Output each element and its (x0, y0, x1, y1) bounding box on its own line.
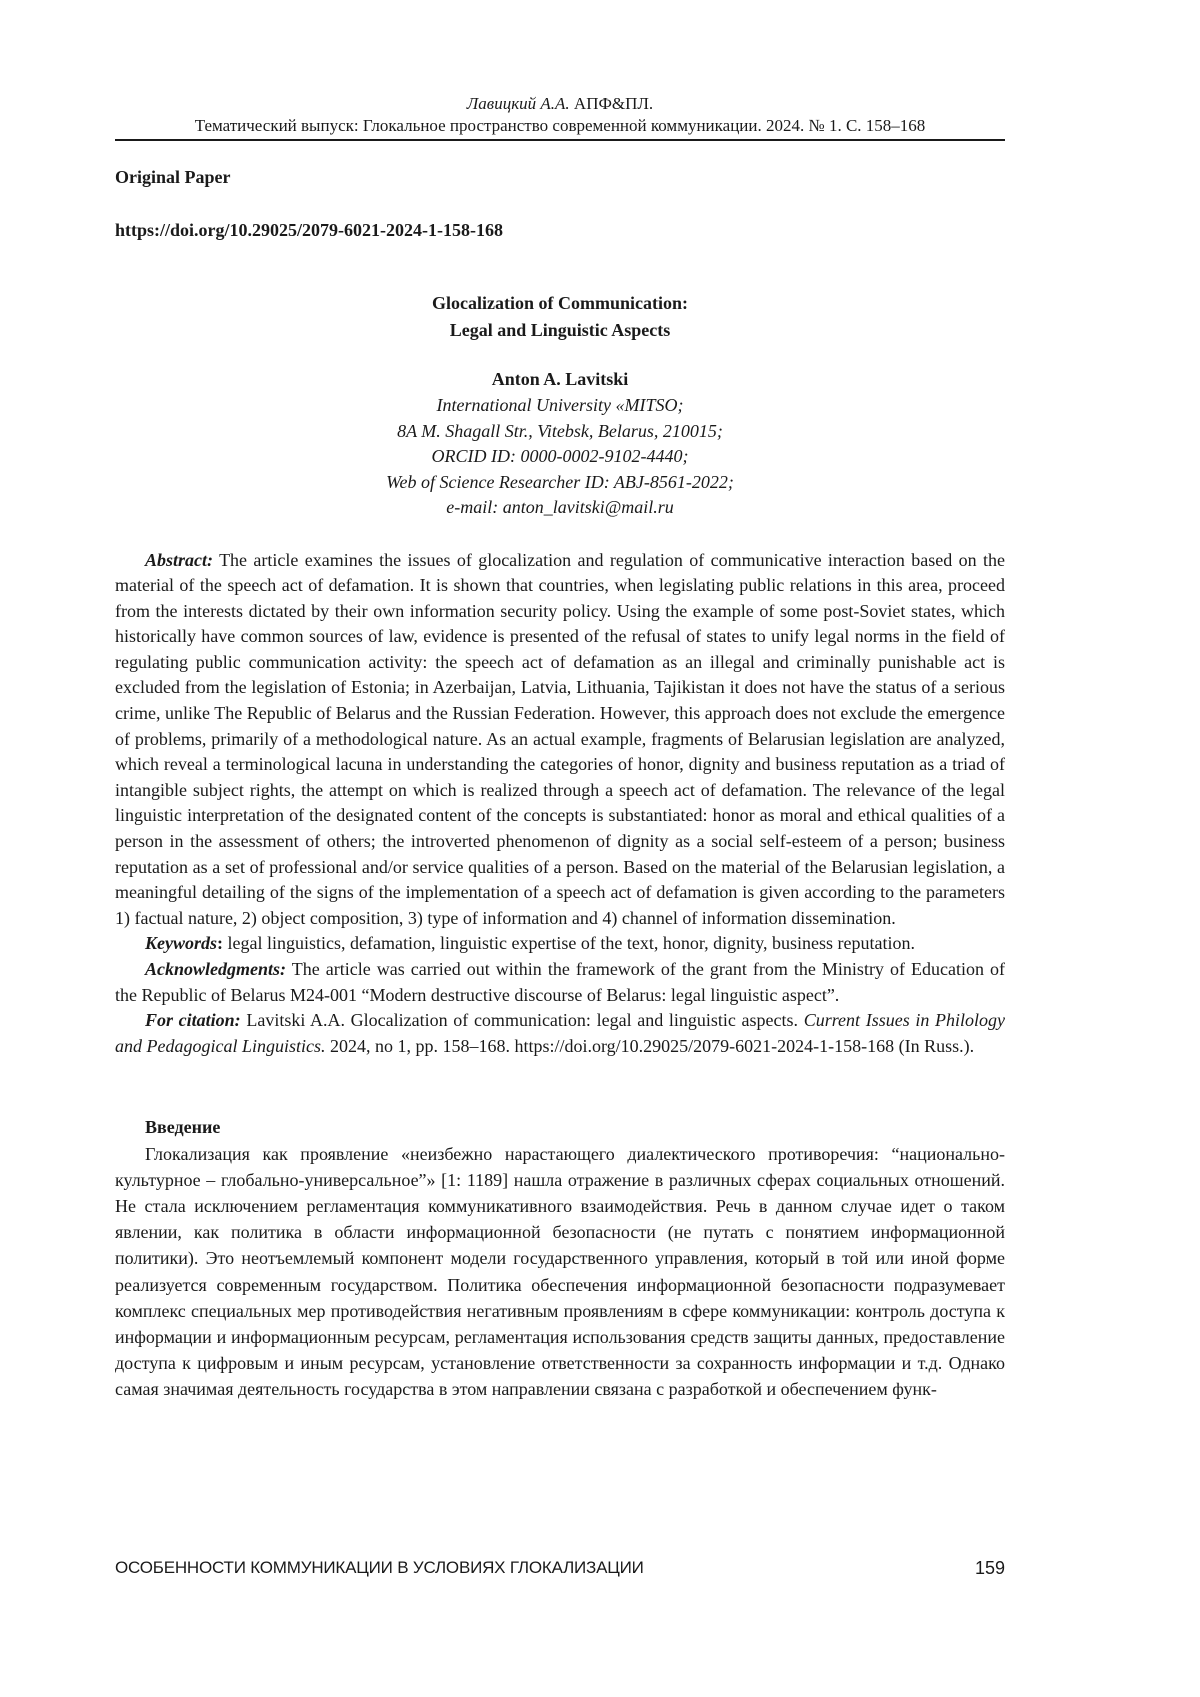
footer-running-title: ОСОБЕННОСТИ КОММУНИКАЦИИ В УСЛОВИЯХ ГЛОКАЛИЗАЦИИ (115, 1558, 644, 1577)
article-doi[interactable]: https://doi.org/10.29025/2079-6021-2024-1-158-168 (115, 219, 503, 240)
article-title-line-2: Legal and Linguistic Aspects (449, 320, 671, 340)
affiliation-university: International University «MITSO; (436, 395, 684, 415)
header-author-line (115, 93, 1005, 115)
abstract-label: Abstract: (145, 549, 214, 570)
header-issue-line: Тематический выпуск: Глокальное пространство современной коммуникации. 2024. № 1. С. 158–168 (194, 116, 926, 135)
header-journal-abbr: АПФ&ПЛ. (573, 94, 654, 113)
introduction-heading: Введение (145, 1117, 221, 1138)
abstract-text: The article examines the issues of glocalization and regulation of communicative interaction based on the material of the speech act of defamation. It is shown that countries, when legislating public relations in this area, proceed from the interests dictated by their own information security policy. Using the example of some post-Soviet states, which historically have common sources of law, evidence is presented of the refusal of states to unify legal norms in the field of regulating public communication activity: the speech act of defamation as an illegal and criminally punishable act is excluded from the legislation of Estonia; in Azerbaijan, Latvia, Lithuania, Tajikistan it does not have the status of a serious crime, unlike The Republic of Belarus and the Russian Federation. However, this approach does not exclude the emergence of problems, primarily of a methodological nature. As an actual example, fragments of Belarusian legislation are analyzed, which reveal a terminological lacuna in understanding the categories of honor, dignity and business reputation as a triad of intangible subject rights, the attempt on which is realized through a speech act of defamation. The relevance of the legal linguistic interpretation of the designated content of the concepts is substantiated: honor as moral and ethical qualities of a person in the assessment of others; the introverted phenomenon of dignity as a social self-esteem of a person; business reputation as a set of professional and/or service qualities of a person. Based on the material of the Belarusian legislation, a meaningful detailing of the signs of the implementation of a speech act of defamation is given according to the parameters 1) factual nature, 2) object composition, 3) type of information and 4) channel of information dissemination. (115, 549, 1005, 928)
keywords-label: Keywords (145, 933, 217, 954)
keywords-colon: : (217, 933, 223, 954)
acknowledgments-label: Acknowledgments: (145, 959, 287, 979)
affiliation-orcid: ORCID ID: 0000-0002-9102-4440; (431, 446, 689, 466)
citation-paragraph (115, 1008, 1005, 1059)
keywords-paragraph (115, 931, 1005, 957)
article-title (115, 290, 1005, 344)
header-divider (115, 139, 1005, 141)
affiliation-wos-id: Web of Science Researcher ID: ABJ-8561-2022; (386, 471, 734, 492)
page-number: 159 (974, 1558, 1005, 1578)
acknowledgments-text: The article was carried out within the framework of the grant from the Ministry of Education of the Republic of Belarus M24-001 “Modern destructive discourse of Belarus: legal linguistic aspect”. (115, 959, 1005, 1005)
affiliation-email[interactable]: e-mail: anton_lavitski@mail.ru (446, 497, 674, 517)
citation-text-1: Lavitski A.A. Glocalization of communication: legal and linguistic aspects. (246, 1010, 799, 1031)
abstract-section (115, 548, 1005, 1060)
introduction-section (115, 1114, 1005, 1402)
affiliation-address: 8A M. Shagall Str., Vitebsk, Belarus, 210015; (397, 420, 723, 441)
article-body (115, 165, 1005, 1403)
running-header (115, 93, 1005, 137)
citation-label: For citation: (145, 1010, 241, 1031)
article-title-line-1: Glocalization of Communication: (432, 293, 688, 313)
author-affiliation (115, 393, 1005, 521)
header-author: Лавицкий А.А. (466, 94, 570, 113)
introduction-paragraph: Глокализация как проявление «неизбежно нарастающего диалектического противоречия: “национально-культурное – глобально-универсальное”» [1: 1189] нашла отражение в различных сферах социальных отношений. Не стала исключением регламентация коммуникативного взаимодействия. Речь в данном случае идет о таком явлении, как политика в области информационной безопасности (не путать с понятием информационной политики). Это неотъемлемый компонент модели государственного управления, который в той или иной форме реализуется современным государством. Политика обеспечения информационной безопасности подразумевает комплекс специальных мер противодействия негативным проявлениям в сфере коммуникации: контроль доступа к информации и информационным ресурсам, регламентация использования средств защиты данных, предоставление доступа к цифровым и иным ресурсам, установление ответственности за сохранность информации и т.д. Однако самая значимая деятельность государства в этом направлении связана с разработкой и обеспечением функ- (115, 1143, 1005, 1400)
keywords-text: legal linguistics, defamation, linguistic expertise of the text, honor, dignity, business reputation. (227, 933, 915, 954)
author-name: Anton A. Lavitski (491, 369, 629, 389)
abstract-paragraph (115, 548, 1005, 932)
acknowledgments-paragraph (115, 957, 1005, 1008)
citation-journal: Current Issues in Philology and Pedagogical Linguistics. (115, 1010, 1006, 1056)
citation-text-2: 2024, no 1, pp. 158–168. https://doi.org/10.29025/2079-6021-2024-1-158-168 (In Russ.). (330, 1035, 975, 1056)
article-type: Original Paper (115, 167, 231, 187)
